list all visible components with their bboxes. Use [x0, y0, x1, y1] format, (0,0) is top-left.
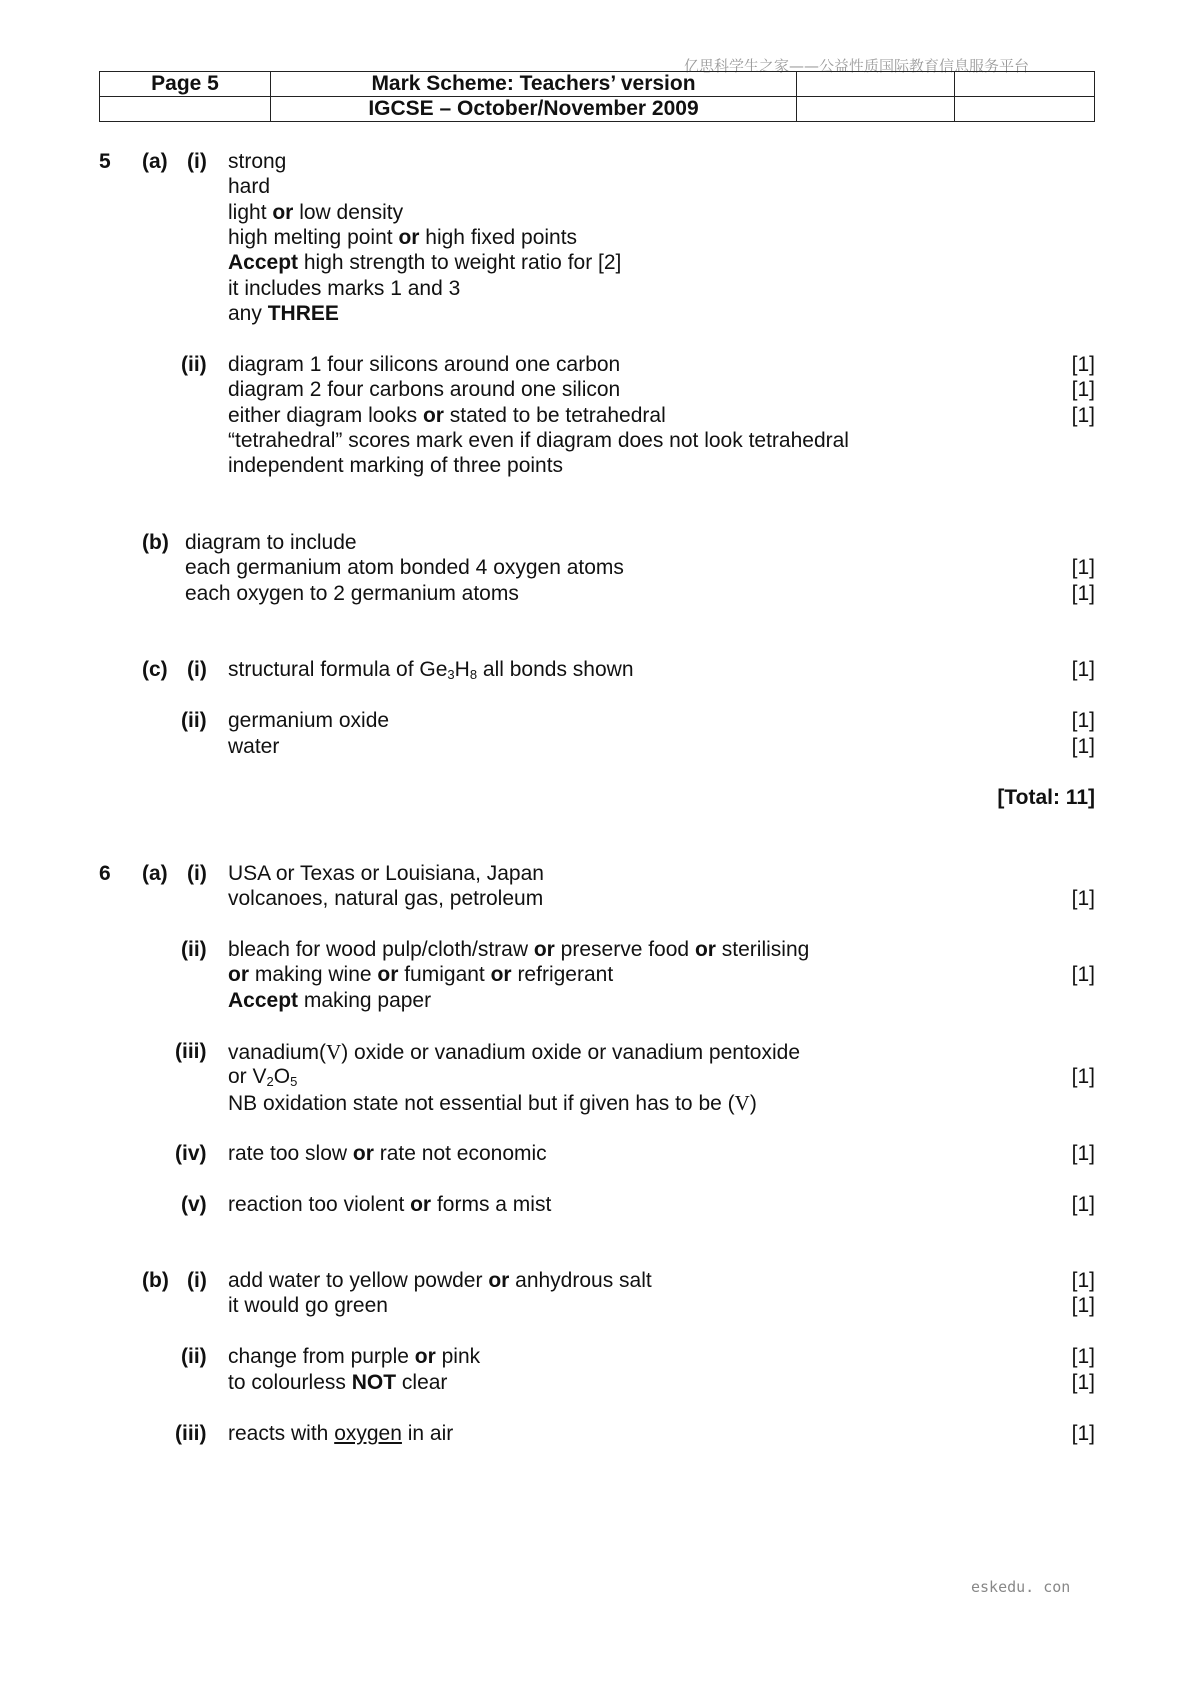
q5-a-ii-note: “tetrahedral” scores mark even if diagram does not look tetrahedral — [228, 429, 849, 452]
q5-c-i-label: (i) — [187, 658, 207, 681]
header-empty-cell — [797, 97, 955, 122]
mark: [1] — [1071, 404, 1095, 427]
q6-a-i-answer: USA or Texas or Louisiana, Japan — [228, 862, 544, 885]
q6-a-v-label: (v) — [181, 1193, 207, 1216]
q5-a-i-answer: light or low density — [228, 201, 404, 224]
page-number: Page 5 — [100, 72, 271, 97]
q6-b-ii-answer: to colourless NOT clear — [228, 1371, 448, 1394]
q6-a-iv-answer: rate too slow or rate not economic — [228, 1142, 547, 1165]
mark: [1] — [1071, 1269, 1095, 1292]
q5-part-b-label: (b) — [142, 531, 169, 554]
mark: [1] — [1071, 1142, 1095, 1165]
q6-a-ii-answer: or making wine or fumigant or refrigerant — [228, 963, 614, 986]
q6-part-a-label: (a) — [142, 862, 168, 885]
mark: [1] — [1071, 963, 1095, 986]
q6-a-i-label: (i) — [187, 862, 207, 885]
watermark-top: 亿思科学生之家——公益性质国际教育信息服务平台 — [684, 57, 1030, 75]
q5-a-ii-answer: diagram 2 four carbons around one silicon — [228, 378, 621, 401]
q6-a-v-answer: reaction too violent or forms a mist — [228, 1193, 552, 1216]
q5-b-answer: each oxygen to 2 germanium atoms — [185, 582, 519, 605]
q5-a-ii-answer: either diagram looks or stated to be tetrahedral — [228, 404, 666, 427]
q6-a-i-answer: volcanoes, natural gas, petroleum — [228, 887, 544, 910]
mark: [1] — [1071, 735, 1095, 758]
q5-c-ii-answer: germanium oxide — [228, 709, 390, 732]
mark: [1] — [1071, 582, 1095, 605]
mark: [1] — [1071, 378, 1095, 401]
header-empty-cell — [797, 72, 955, 97]
mark: [1] — [1071, 1294, 1095, 1317]
q5-a-ii-label: (ii) — [181, 353, 207, 376]
q5-c-ii-answer: water — [228, 735, 280, 758]
mark: [1] — [1071, 556, 1095, 579]
question-6-number: 6 — [99, 862, 111, 885]
header-exam: IGCSE – October/November 2009 — [271, 97, 797, 122]
mark: [1] — [1071, 1345, 1095, 1368]
mark: [1] — [1071, 353, 1095, 376]
q5-a-i-answer: high melting point or high fixed points — [228, 226, 578, 249]
mark: [1] — [1071, 1193, 1095, 1216]
q5-c-i-answer: structural formula of $Ge_3H_8$ all bonds shown — [228, 658, 634, 682]
q5-a-i-note: Accept high strength to weight ratio for [2] — [228, 251, 622, 274]
header-empty-cell — [955, 97, 1095, 122]
mark: [1] — [1071, 658, 1095, 681]
q6-a-ii-note: Accept making paper — [228, 989, 432, 1012]
q6-a-ii-label: (ii) — [181, 938, 207, 961]
q5-a-ii-answer: diagram 1 four silicons around one carbon — [228, 353, 621, 376]
mark: [1] — [1071, 887, 1095, 910]
q6-a-iii-answer: or $V_2O_5$ — [228, 1065, 298, 1089]
mark: [1] — [1071, 709, 1095, 732]
q6-a-iii-note: NB oxidation state not essential but if given has to be (V) — [228, 1091, 757, 1115]
q6-b-ii-answer: change from purple or pink — [228, 1345, 481, 1368]
header-empty-cell — [955, 72, 1095, 97]
q6-a-ii-answer: bleach for wood pulp/cloth/straw or preserve food or sterilising — [228, 938, 810, 961]
question-5-number: 5 — [99, 150, 111, 173]
q6-b-i-answer: it would go green — [228, 1294, 388, 1317]
q6-b-i-answer: add water to yellow powder or anhydrous salt — [228, 1269, 652, 1292]
q5-total: [Total: 11] — [997, 786, 1095, 809]
mark: [1] — [1071, 1422, 1095, 1445]
q5-c-ii-label: (ii) — [181, 709, 207, 732]
q5-a-i-answer: strong — [228, 150, 287, 173]
q6-a-iii-answer: vanadium(V) oxide or vanadium oxide or vanadium pentoxide — [228, 1040, 801, 1064]
q5-a-i-note: it includes marks 1 and 3 — [228, 277, 461, 300]
header-empty-cell — [100, 97, 271, 122]
watermark-bottom: eskedu. con — [971, 1578, 1071, 1596]
header-table — [99, 71, 1095, 122]
q6-b-i-label: (i) — [187, 1269, 207, 1292]
q5-a-i-note: any THREE — [228, 302, 339, 325]
q6-a-iv-label: (iv) — [175, 1142, 207, 1165]
q6-a-iii-label: (iii) — [175, 1040, 207, 1063]
q5-b-answer: each germanium atom bonded 4 oxygen atoms — [185, 556, 624, 579]
q6-b-iii-answer: reacts with oxygen in air — [228, 1422, 454, 1445]
q5-a-i-answer: hard — [228, 175, 271, 198]
header-title: Mark Scheme: Teachers’ version — [271, 72, 797, 97]
mark: [1] — [1071, 1065, 1095, 1088]
q5-b-answer: diagram to include — [185, 531, 357, 554]
q6-part-b-label: (b) — [142, 1269, 169, 1292]
q5-a-ii-note: independent marking of three points — [228, 454, 564, 477]
q5-part-c-label: (c) — [142, 658, 168, 681]
q6-b-iii-label: (iii) — [175, 1422, 207, 1445]
q5-part-a-label: (a) — [142, 150, 168, 173]
q5-a-i-label: (i) — [187, 150, 207, 173]
mark: [1] — [1071, 1371, 1095, 1394]
q6-b-ii-label: (ii) — [181, 1345, 207, 1368]
